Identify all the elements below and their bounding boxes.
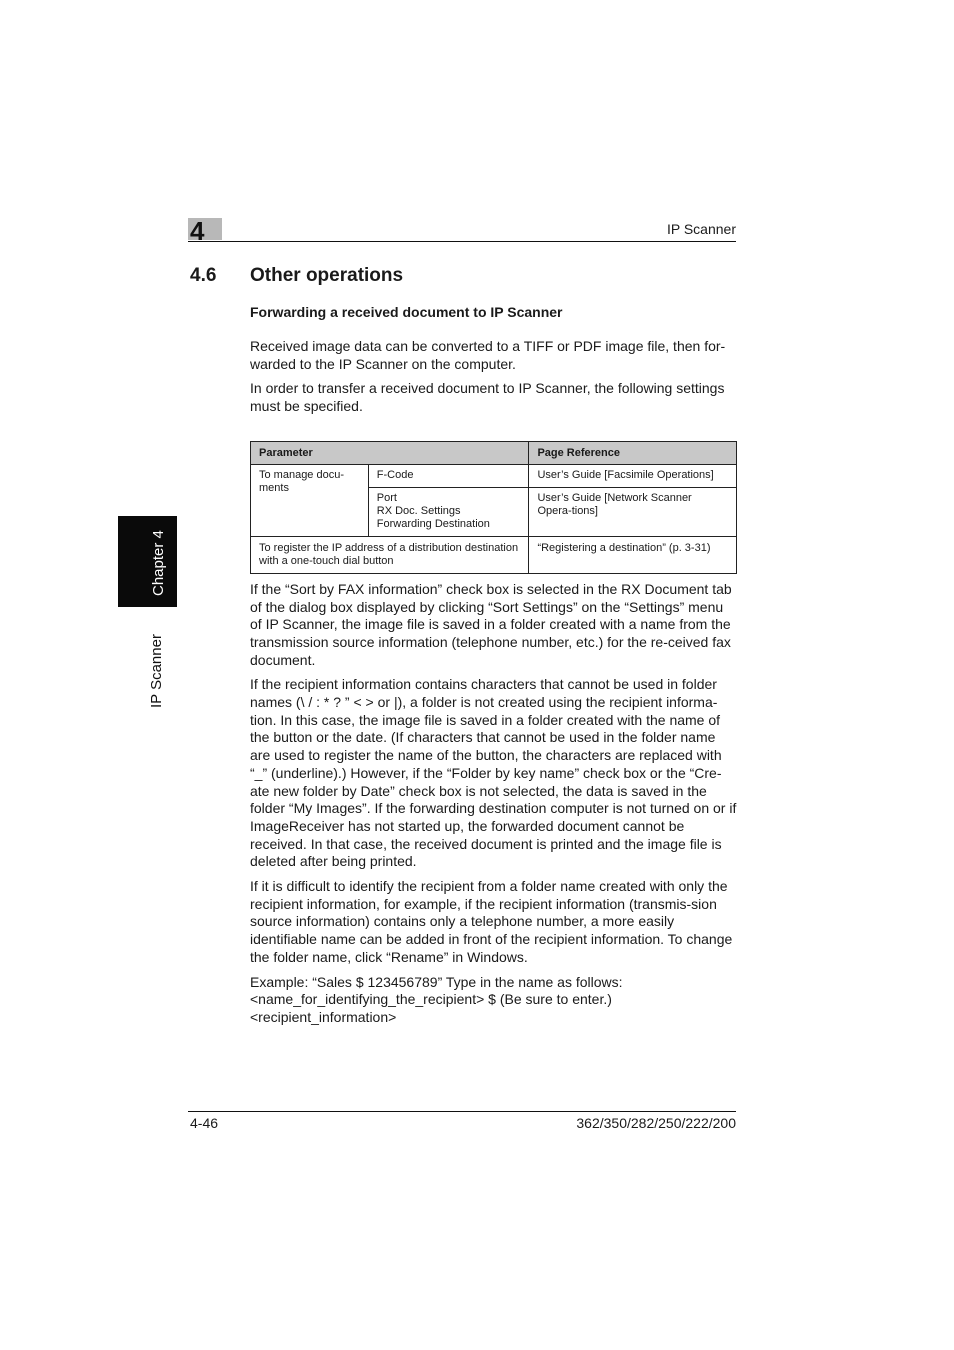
table-header-page-reference: Page Reference: [529, 441, 737, 464]
example-block: [250, 974, 737, 1027]
body-paragraph-2: If the recipient information contains characters that cannot be used in folder names (\ / : * ? ” < > or |), a folder is not created using the recipient informa-tion. In this case, the image file is saved in a folder created with the name of the button or the date. (If characters that cannot be used in the folder name are used to register the name of the button, the characters are replaced with “_” (underline).) However, if the “Folder by key name” check box or the “Cre-ate new folder by Date” check box is not selected, the data is saved in the folder “My Images”. If the forwarding destination computer is not turned on or if ImageReceiver has not started up, the forwarded document cannot be received. In that case, the received document is printed and the image file is deleted after being printed.: [250, 676, 737, 870]
example-line-1: Example: “Sales $ 123456789” Type in the name as follows:: [250, 973, 623, 990]
example-line-2: <name_for_identifying_the_recipient> $ (Be sure to enter.): [250, 991, 612, 1008]
section-title: Other operations: [250, 265, 404, 286]
table-cell-setting: F-Code: [368, 464, 529, 487]
model-numbers: 362/350/282/250/222/200: [576, 1115, 736, 1131]
table-cell-reference: “Registering a destination” (p. 3-31): [529, 536, 737, 573]
main-content: [250, 304, 737, 1027]
subheading: Forwarding a received document to IP Scanner: [250, 304, 563, 320]
table-cell-reference: User’s Guide [Network Scanner Opera-tions]: [529, 487, 737, 536]
table-cell-reference: User’s Guide [Facsimile Operations]: [529, 464, 737, 487]
side-tab-section-label: IP Scanner: [148, 634, 165, 708]
header-divider: [188, 241, 736, 242]
table-row: [251, 464, 737, 487]
table-cell-setting: Port RX Doc. Settings Forwarding Destination: [368, 487, 529, 536]
table-header-parameter: Parameter: [251, 441, 529, 464]
spacer: [250, 423, 737, 441]
example-line-3: <recipient_information>: [250, 1008, 397, 1025]
footer-divider: [188, 1111, 736, 1112]
intro-paragraph-2: In order to transfer a received document to IP Scanner, the following settings must be specified.: [250, 380, 725, 415]
table-group-label: To manage docu-ments: [251, 464, 369, 536]
table-row: [251, 536, 737, 573]
section-number: 4.6: [190, 265, 217, 286]
intro-paragraph-1: Received image data can be converted to a TIFF or PDF image file, then for-warded to the IP Scanner on the computer.: [250, 338, 726, 372]
side-tab-chapter-label: Chapter 4: [150, 530, 167, 596]
settings-table: [250, 441, 737, 574]
body-paragraph-1: If the “Sort by FAX information” check box is selected in the RX Document tab of the dialog box displayed by clicking “Sort Settings” on the “Settings” menu of IP Scanner, the image file is saved in a folder created with a name from the transmission source information (telephone number, etc.) for the re-ceived fax document.: [250, 580, 732, 668]
body-paragraph-3: If it is difficult to identify the recipient from a folder name created with only the recipient information, for example, if the recipient information (transmis-sion source information) contains only a telephone number, a more easily identifiable name can be added in front of the recipient information. To change the folder name, click “Rename” in Windows.: [250, 878, 733, 965]
running-header-title: IP Scanner: [666, 221, 736, 237]
page-number: 4-46: [190, 1115, 219, 1131]
table-cell-parameter: To register the IP address of a distribution destination with a one-touch dial button: [251, 536, 529, 573]
chapter-number: 4: [190, 216, 205, 246]
table-header-row: [251, 441, 737, 464]
chapter-side-tab: [118, 516, 177, 607]
